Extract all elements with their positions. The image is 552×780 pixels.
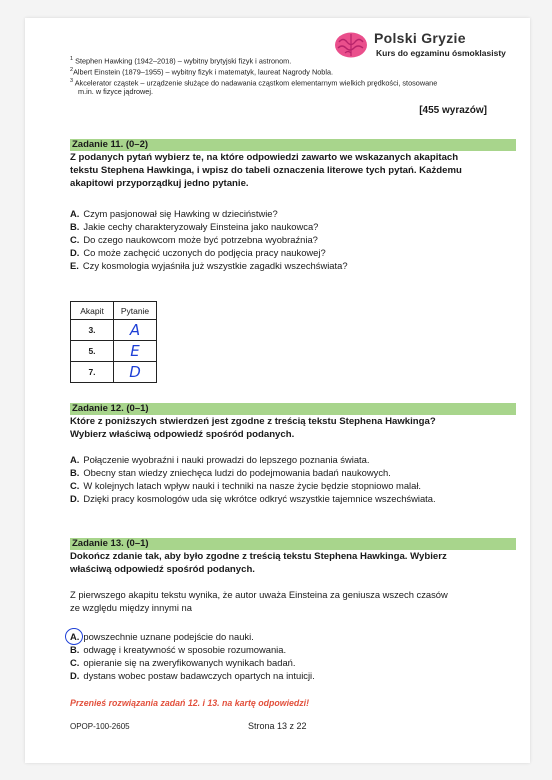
footnote: $^3$ Akcelerator cząstek – urządzenie służące do nadawania cząstkom elementarnym wielkich prędkości, stosowane [70, 78, 438, 88]
handwritten-answer: A [129, 321, 141, 339]
table-header-pytanie: Pytanie [114, 302, 157, 320]
transfer-notice: Przenieś rozwiązania zadań 12. i 13. na kartę odpowiedzi! [70, 698, 310, 708]
exam-code: OPOP-100-2605 [70, 722, 130, 731]
task12-option-c: C. W kolejnych latach wpływ nauki i techniki na nasze życie będzie stopniowo malał. [70, 480, 422, 491]
task12-option-a: A. Połączenie wyobraźni i nauki prowadzi do lepszego poznania świata. [70, 454, 370, 465]
task13-header: Zadanie 13. (0–1) [70, 538, 516, 550]
logo-title: Polski Gryzie [374, 30, 466, 46]
task12-header: Zadanie 12. (0–1) [70, 403, 516, 415]
task11-header: Zadanie 11. (0–2) [70, 139, 516, 151]
akapit-number: 3. [71, 320, 114, 341]
handwritten-answer: E [130, 342, 140, 360]
akapit-number: 5. [71, 341, 114, 362]
answer-cell[interactable] [114, 362, 157, 383]
task11-option-a: A. Czym pasjonował się Hawking w dzieciństwie? [70, 208, 278, 219]
task11-option-e: E. Czy kosmologia wyjaśniła już wszystkie zagadki wszechświata? [70, 260, 348, 271]
task11-option-d: D. Co może zachęcić uczonych do podjęcia pracy naukowej? [70, 247, 326, 258]
answer-table [70, 301, 157, 383]
task13-option-a[interactable]: A. powszechnie uznane podejście do nauki. [70, 631, 254, 642]
akapit-number: 7. [71, 362, 114, 383]
task13-option-c[interactable]: C. opieranie się na zweryfikowanych wynikach badań. [70, 657, 296, 668]
page-number: Strona 13 z 22 [248, 721, 307, 731]
footnote: $^1$ Stephen Hawking (1942–2018) – wybitny brytyjski fizyk i astronom. [70, 56, 292, 66]
task13-stem: Z pierwszego akapitu tekstu wynika, że autor uważa Einsteina za geniusza wszech czasów ze względu między innymi na [70, 589, 448, 613]
task13-option-d[interactable]: D. dystans wobec postaw badawczych opartych na intuicji. [70, 670, 315, 681]
task12-option-d: D. Dzięki pracy kosmologów uda się wkrótce odkryć wszystkie tajemnice wszechświata. [70, 493, 436, 504]
task12-question: Które z poniższych stwierdzeń jest zgodne z treścią tekstu Stephena Hawkinga? Wybierz właściwą odpowiedź spośród podanych. [70, 416, 436, 440]
task11-option-b: B. Jakie cechy charakteryzowały Einsteina jako naukowca? [70, 221, 319, 232]
footnote: $^2$Albert Einstein (1879–1955) – wybitny fizyk i matematyk, laureat Nagrody Nobla. [70, 67, 334, 77]
table-row [71, 341, 157, 362]
answer-cell[interactable] [114, 320, 157, 341]
exam-page [25, 18, 530, 763]
footnote-continuation: m.in. w fizyce jądrowej. [78, 87, 154, 96]
task13-question: Dokończ zdanie tak, aby było zgodne z treścią tekstu Stephena Hawkinga. Wybierz właściwą odpowiedź spośród podanych. [70, 551, 447, 575]
task11-question: Z podanych pytań wybierz te, na które odpowiedzi zawarto we wskazanych akapitach tekstu Stephena Hawkinga, i wpisz do tabeli oznaczenia literowe tych pytań. Każdemu akapitowi przyporządkuj jedno pytanie. [70, 152, 462, 189]
task11-option-c: C. Do czego naukowcom może być potrzebna wyobraźnia? [70, 234, 318, 245]
word-count: [455 wyrazów] [419, 105, 487, 116]
task13-option-b[interactable]: B. odwagę i kreatywność w sposobie rozumowania. [70, 644, 287, 655]
table-row [71, 362, 157, 383]
brain-icon [333, 30, 369, 60]
table-header-akapit: Akapit [71, 302, 114, 320]
table-row [71, 320, 157, 341]
logo-subtitle: Kurs do egzaminu ósmoklasisty [376, 48, 506, 58]
handwritten-answer: D [129, 363, 141, 381]
answer-cell[interactable] [114, 341, 157, 362]
task12-option-b: B. Obecny stan wiedzy zniechęca ludzi do podejmowania badań naukowych. [70, 467, 391, 478]
